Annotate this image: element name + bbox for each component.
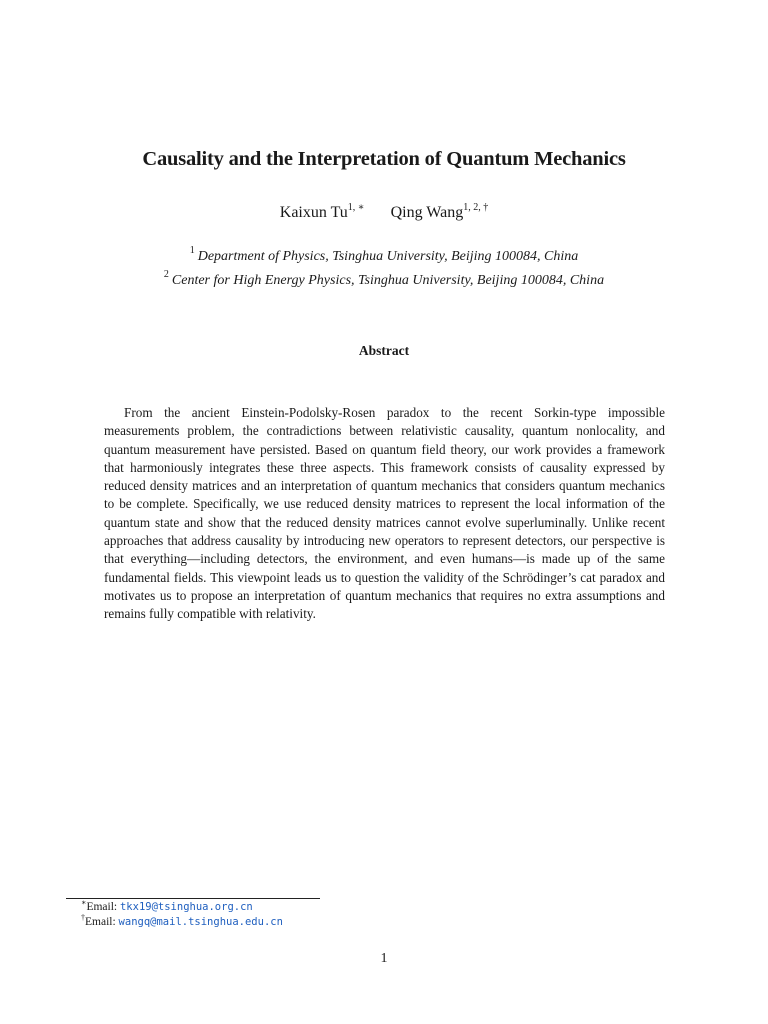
abstract-body: From the ancient Einstein-Podolsky-Rosen paradox to the recent Sorkin-type impossible measurements problem, the contradictions between relativistic causality, quantum nonlocality, and quantum measurement have persisted. Based on quantum field theory, our work provides a framework that harmoniously integrates these three aspects. This framework consists of causality expressed by reduced density matrices and an interpretation of quantum mechanics that considers quantum mechanics to be complete. Specifically, we use reduced density matrices to represent the local information of the quantum state and show that the reduced density matrices cannot evolve superluminally. Unlike recent approaches that address causality by introducing new operators to represent detectors, our perspective is that everything—including detectors, the environment, and even humans—is made up of the same fundamental fields. This viewpoint leads us to question the validity of the Schrödinger’s cat paradox and motivates us to propose an interpretation of quantum mechanics that requires no extra assumptions and remains fully compatible with relativity. [104, 405, 665, 622]
author-2 [391, 204, 489, 221]
abstract-heading: Abstract [358, 343, 410, 358]
footnote-divider [66, 898, 320, 899]
author-marks: 1, ∗ [347, 202, 365, 213]
footnote-mark: † [81, 913, 85, 922]
author-1 [280, 204, 365, 221]
author-list [0, 204, 768, 222]
affiliation-text: Department of Physics, Tsinghua University, Beijing 100084, China [197, 249, 579, 264]
footnote-2 [81, 913, 283, 928]
affiliation-mark: 2 [163, 269, 169, 280]
paper-title: Causality and the Interpretation of Quantum Mechanics [142, 148, 626, 170]
author-name: Kaixun Tu [279, 204, 348, 221]
affiliation-2 [0, 269, 768, 289]
page-number: 1 [380, 951, 388, 966]
footnote-1 [81, 898, 253, 913]
author-marks: 1, 2, † [463, 202, 489, 213]
affiliation-1 [0, 245, 768, 265]
footnote-label: Email: [86, 901, 120, 913]
affiliation-mark: 1 [189, 245, 195, 256]
author-name: Qing Wang [390, 204, 464, 221]
affiliation-text: Center for High Energy Physics, Tsinghua University, Beijing 100084, China [171, 273, 605, 288]
footnote-label: Email: [85, 916, 119, 928]
email-link[interactable]: tkx19@tsinghua.org.cn [119, 901, 253, 913]
footnote-mark: ∗ [81, 898, 87, 907]
email-link[interactable]: wangq@mail.tsinghua.edu.cn [118, 916, 283, 928]
